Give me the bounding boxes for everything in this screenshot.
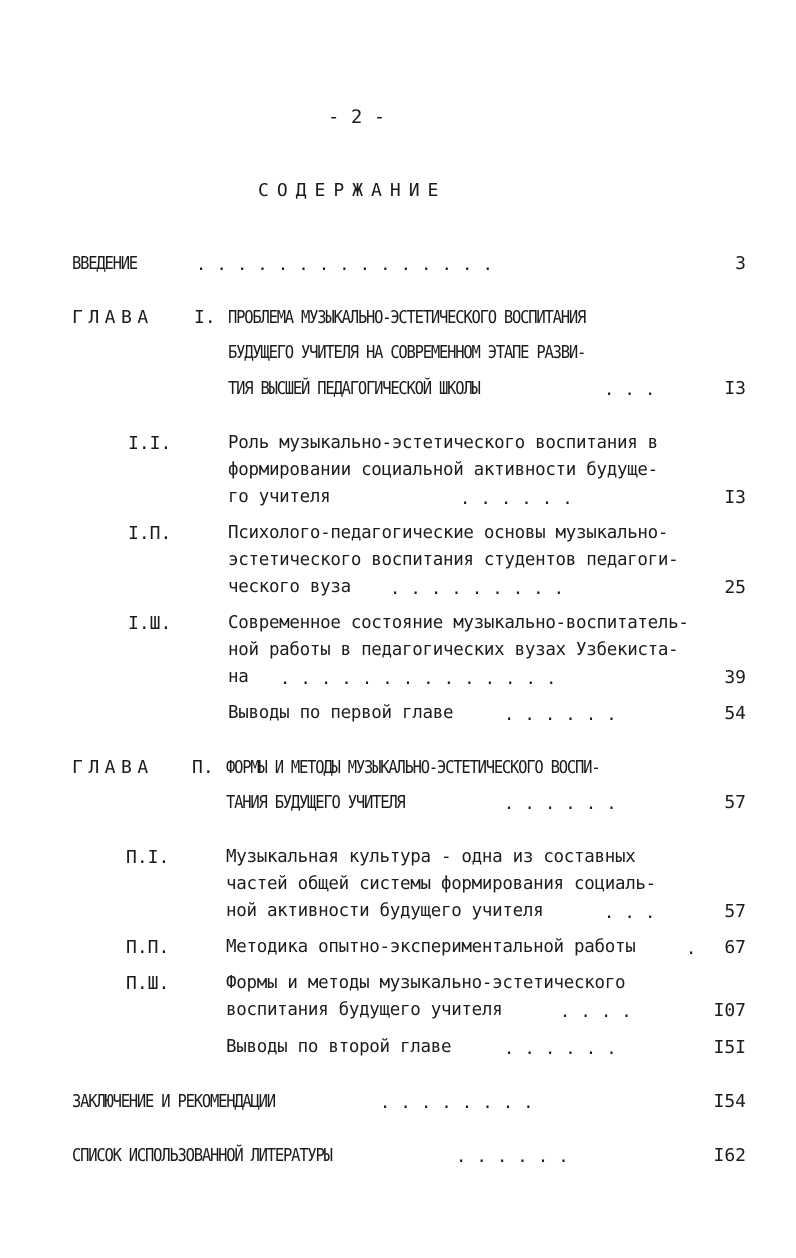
chapter2-title-line1: ФОРМЫ И МЕТОДЫ МУЗЫКАЛЬНО-ЭСТЕТИЧЕСКОГО ВОСПИ- — [226, 757, 600, 778]
section-2-2-line1: Методика опытно-экспериментальной работы — [226, 937, 636, 957]
section-2-1-number: П.I. — [126, 847, 170, 868]
chapter1-conclusion-text: Выводы по первой главе — [228, 703, 454, 723]
chapter2-conclusion-page: I5I — [713, 1037, 746, 1058]
section-2-2-dots: . — [686, 939, 697, 959]
toc-entry-intro-page: 3 — [735, 253, 746, 274]
section-2-1-dots: . . . — [604, 903, 656, 923]
toc-entry-references-page: I62 — [713, 1145, 746, 1166]
section-1-1-number: I.I. — [128, 433, 172, 454]
section-1-2-line2: эстетического воспитания студентов педагоги- — [228, 550, 679, 570]
chapter1-number: I. — [194, 307, 216, 328]
chapter1-page: I3 — [724, 378, 746, 399]
section-1-3-line2: ной работы в педагогических вузах Узбекиста- — [228, 640, 679, 660]
section-2-1-line2: частей общей системы формирования социаль- — [226, 874, 656, 894]
section-1-3-line3: на — [228, 667, 249, 687]
section-1-3-number: I.Ш. — [128, 613, 172, 634]
section-1-2-number: I.П. — [128, 523, 172, 544]
toc-entry-references-dots: . . . . . . — [456, 1147, 569, 1167]
section-2-3-line2: воспитания будущего учителя — [226, 1000, 503, 1020]
toc-entry-conclusion-page: I54 — [713, 1091, 746, 1112]
section-2-3-number: П.Ш. — [126, 973, 170, 994]
section-1-1-line3: го учителя — [228, 487, 331, 507]
toc-entry-references-text: СПИСОК ИСПОЛЬЗОВАННОЙ ЛИТЕРАТУРЫ — [72, 1145, 332, 1166]
chapter1-conclusion-page: 54 — [724, 703, 746, 724]
toc-entry-conclusion-text: ЗАКЛЮЧЕНИЕ И РЕКОМЕНДАЦИИ — [72, 1091, 275, 1112]
chapter2-conclusion-text: Выводы по второй главе — [226, 1037, 452, 1057]
section-1-1-page: I3 — [724, 487, 746, 508]
chapter1-label: ГЛАВА — [72, 307, 154, 328]
chapter2-label: ГЛАВА — [72, 757, 154, 778]
section-1-2-line1: Психолого-педагогические основы музыкально- — [228, 523, 669, 543]
chapter2-number: П. — [192, 757, 214, 778]
chapter1-conclusion-dots: . . . . . . — [504, 705, 617, 725]
page-number: - 2 - — [328, 106, 386, 128]
section-2-1-line1: Музыкальная культура - одна из составных — [226, 847, 636, 867]
chapter1-title-line3: ТИЯ ВЫСШЕЙ ПЕДАГОГИЧЕСКОЙ ШКОЛЫ — [228, 378, 480, 399]
toc-title: СОДЕРЖАНИЕ — [258, 180, 447, 201]
chapter1-dots: . . . — [604, 380, 656, 400]
chapter1-title-line1: ПРОБЛЕМА МУЗЫКАЛЬНО-ЭСТЕТИЧЕСКОГО ВОСПИТАНИЯ — [228, 307, 586, 328]
toc-entry-intro-dots: . . . . . . . . . . . . . . . — [196, 255, 493, 275]
section-2-2-number: П.П. — [126, 937, 170, 958]
section-2-2-page: 67 — [724, 937, 746, 958]
chapter2-title-line2: ТАНИЯ БУДУЩЕГО УЧИТЕЛЯ — [226, 792, 405, 813]
section-2-3-dots: . . . . — [560, 1002, 632, 1022]
section-1-3-dots: . . . . . . . . . . . . . . — [280, 669, 557, 689]
section-2-1-page: 57 — [724, 901, 746, 922]
section-1-1-dots: . . . . . . — [460, 489, 573, 509]
chapter2-conclusion-dots: . . . . . . — [504, 1039, 617, 1059]
section-1-2-dots: . . . . . . . . . — [390, 579, 564, 599]
section-2-1-line3: ной активности будущего учителя — [226, 901, 544, 921]
section-1-2-line3: ческого вуза — [228, 577, 351, 597]
section-1-1-line1: Роль музыкально-эстетического воспитания в — [228, 433, 658, 453]
toc-entry-conclusion-dots: . . . . . . . . — [380, 1093, 534, 1113]
chapter2-dots: . . . . . . — [504, 794, 617, 814]
toc-entry-intro-text: ВВЕДЕНИЕ — [72, 253, 137, 274]
section-1-1-line2: формировании социальной активности будуще- — [228, 460, 658, 480]
section-1-3-page: 39 — [724, 667, 746, 688]
section-2-3-line1: Формы и методы музыкально-эстетического — [226, 973, 626, 993]
chapter1-title-line2: БУДУЩЕГО УЧИТЕЛЯ НА СОВРЕМЕННОМ ЭТАПЕ РАЗВИ- — [228, 342, 586, 363]
chapter2-page: 57 — [724, 792, 746, 813]
section-1-3-line1: Современное состояние музыкально-воспитатель- — [228, 613, 689, 633]
section-1-2-page: 25 — [724, 577, 746, 598]
section-2-3-page: I07 — [713, 1000, 746, 1021]
